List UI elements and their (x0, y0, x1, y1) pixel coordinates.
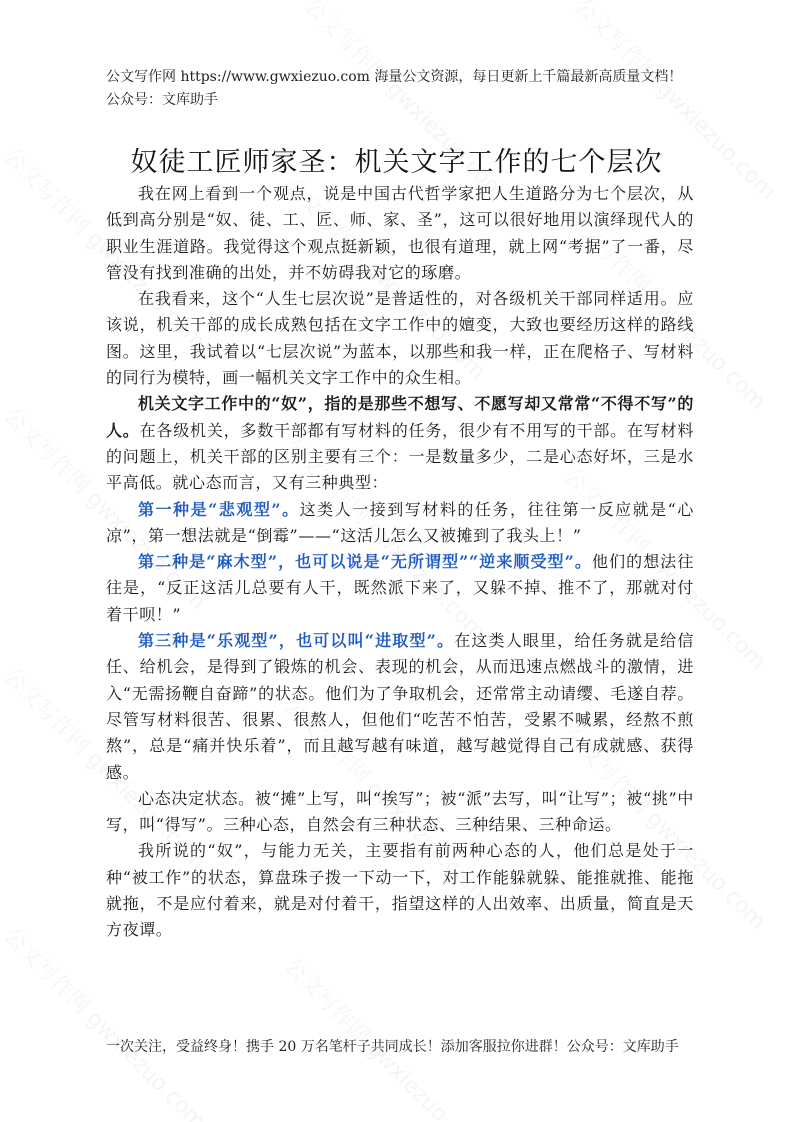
paragraph-text: 在这类人眼里，给任务就是给信任、给机会，是得到了锻炼的机会、表现的机会，从而迅速点燃战斗的激情，进入“无需扬鞭自奋蹄”的状态。他们为了争取机会，还常常主动请缨、毛遂自荐。尽管写材料很苦、很累、很熬人，但他们“吃苦不怕苦，受累不喊累，经熬不煎熬”，总是“痛并快乐着”，而且越写越有味道，越写越觉得自己有成就感、获得感。 (106, 631, 694, 782)
paragraph: 我在网上看到一个观点，说是中国古代哲学家把人生道路分为七个层次，从低到高分别是“奴、徒、工、匠、师、家、圣”，这可以很好地用以演绎现代人的职业生涯道路。我觉得这个观点挺新颖，也很有道理，就上网“考据”了一番，尽管没有找到准确的出处，并不妨碍我对它的琢磨。 (106, 184, 694, 282)
watermark (0, 920, 214, 1122)
paragraph-text: 在各级机关，多数干部都有写材料的任务，很少有不用写的干部。在写材料的问题上，机关干部的区别主要有三个：一是数量多少，二是心态好坏，三是水平高低。就心态而言，又有三种典型： (106, 420, 694, 493)
document-body (106, 181, 694, 944)
highlight-heading: 第三种是“乐观型”，也可以叫“进取型”。 (138, 631, 455, 651)
highlight-heading: 第一种是“悲观型”。 (138, 499, 300, 519)
page-footer: 一次关注，受益终身！携手 20 万名笔杆子共同成长！添加客服拉你进群！公众号：文库助手 (106, 1039, 679, 1055)
bold-lead-text: 机关文字工作中的“奴”，指的是那些不想写、不愿写却又常常“不得不写”的人。 (106, 394, 694, 440)
paragraph: 心态决定状态。被“摊”上写，叫“挨写”；被“派”去写，叫“让写”；被“挑”中写，叫“得写”。三种心态，自然会有三种状态、三种结果、三种命运。 (106, 788, 694, 835)
paragraph (106, 628, 694, 786)
paragraph (106, 549, 694, 628)
paragraph-text: 这类人一接到写材料的任务，往往第一反应就是“心凉”，第一想法就是“倒霉”——“这活儿怎么又被摊到了我头上！” (106, 499, 694, 545)
paragraph: 我所说的“奴”，与能力无关，主要指有前两种心态的人，他们总是处于一种“被工作”的状态，算盘珠子拨一下动一下，对工作能躲就躲、能推就推、能拖就拖，不是应付着来，就是对付着干，指望这样的人出效率、出质量，简直是天方夜谭。 (106, 841, 694, 940)
highlight-heading: 第二种是“麻木型”，也可以说是“无所谓型”“逆来顺受型”。 (138, 552, 592, 572)
document-title: 奴徒工匠师家圣：机关文字工作的七个层次 (130, 147, 663, 178)
paragraph (106, 391, 694, 496)
paragraph: 在我看来，这个“人生七层次说”是普适性的，对各级机关干部同样适用。应该说，机关干部的成长成熟包括在文字工作中的嬗变，大致也要经历这样的路线图。这里，我试着以“七层次说”为蓝本，以那些和我一样，正在爬格子、写材料的同行为模特，画一幅机关文字工作中的众生相。 (106, 289, 694, 388)
paragraph (106, 497, 694, 550)
page-header: 公文写作网 https://www.gwxiezuo.com 海量公文资源，每日更新上千篇最新高质量文档！ 公众号：文库助手 (106, 69, 683, 108)
paragraph-text: 他们的想法往往是，“反正这活儿总要有人干，既然派下来了，又躲不掉、推不了，那就对付着干呗！” (106, 552, 694, 624)
